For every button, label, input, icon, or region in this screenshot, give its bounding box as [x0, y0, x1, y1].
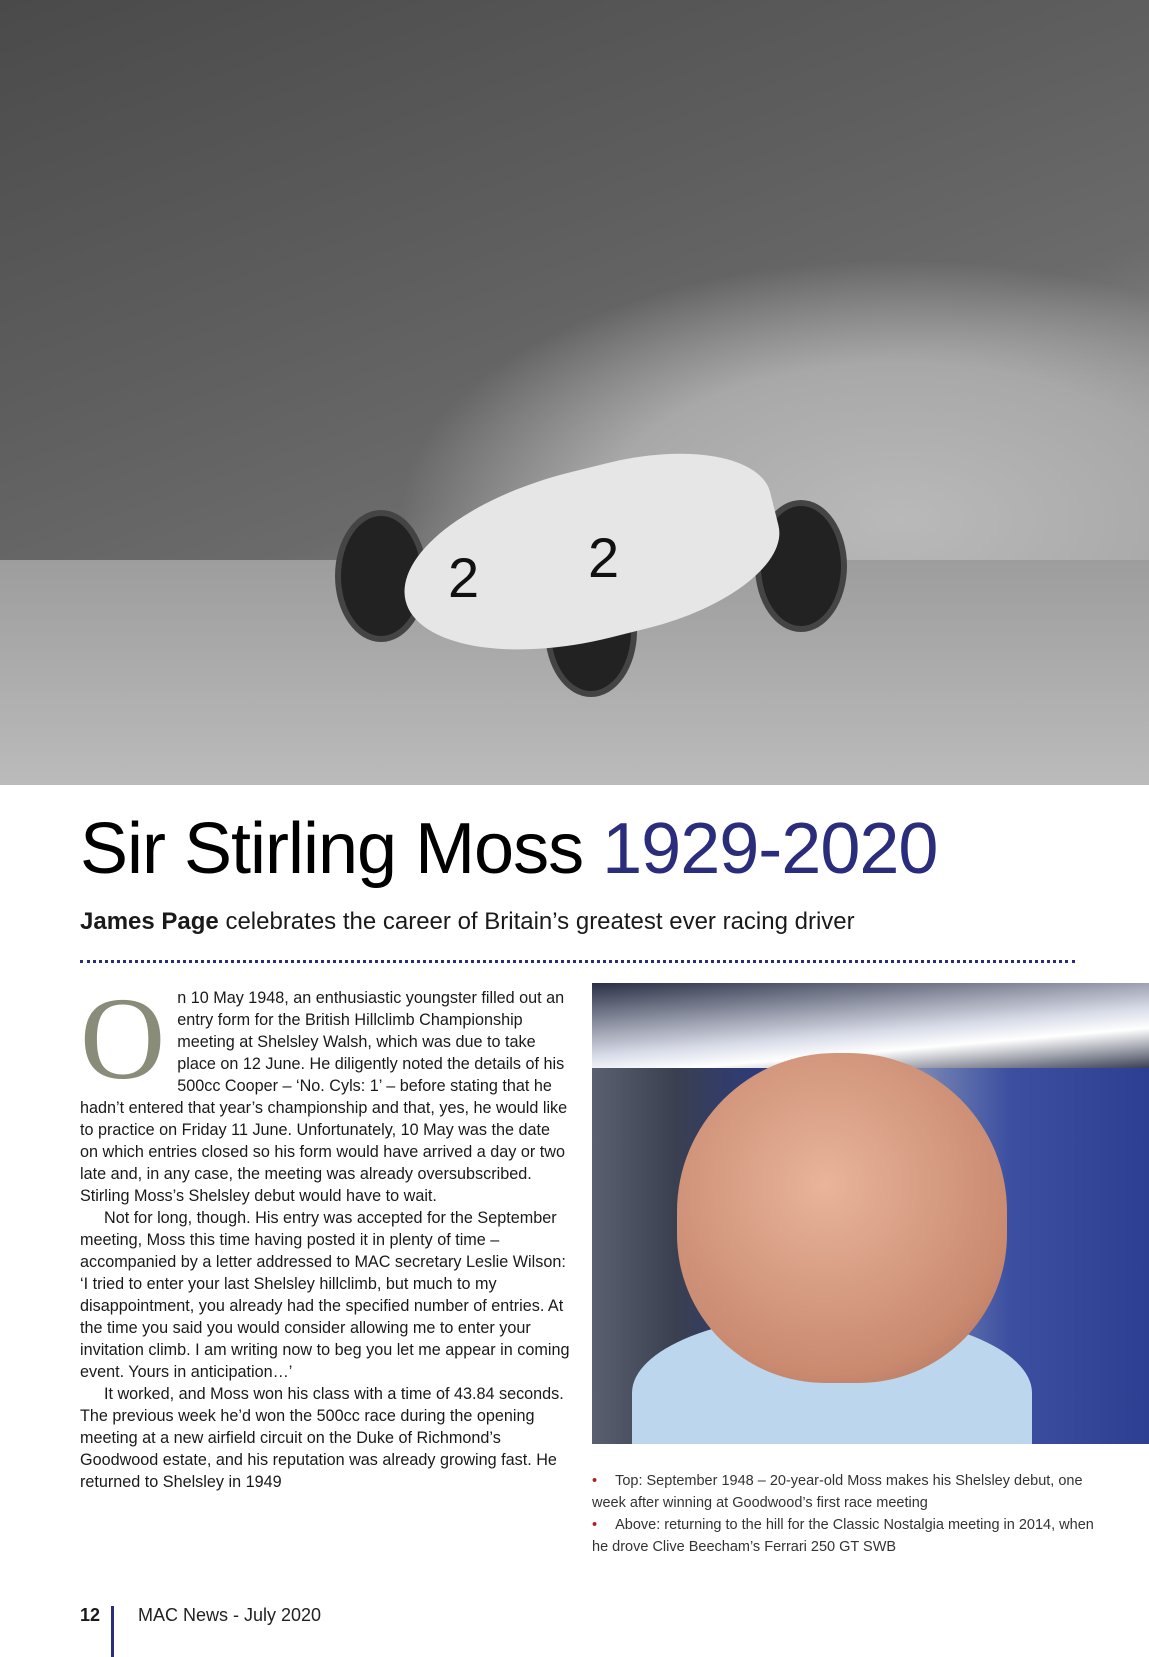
- caption-text: Above: returning to the hill for the Classic Nostalgia meeting in 2014, when he drove Clive Beecham’s Ferrari 250 GT SWB: [592, 1517, 1094, 1555]
- caption-top: [592, 1470, 1112, 1514]
- article-body: [80, 973, 570, 1493]
- caption-above: [592, 1514, 1112, 1558]
- bullet-icon: •: [592, 1473, 598, 1489]
- standfirst: [80, 908, 855, 936]
- paragraph: [80, 973, 570, 1207]
- paragraph: Not for long, though. His entry was accepted for the September meeting, Moss this time having posted it in plenty of time – accompanied by a letter addressed to MAC secretary Leslie Wilson: ‘I tried to enter your last Shelsley hillclimb, but much to my disappointment, you already had the specified number of entries. At the time you said you would consider allowing me to enter your invitation climb. I am writing now to beg you let me appear in coming event. Yours in anticipation…’: [80, 1209, 570, 1381]
- caption-text: Top: September 1948 – 20-year-old Moss makes his Shelsley debut, one week after winning at Goodwood’s first race meeting: [592, 1473, 1083, 1511]
- paragraph: It worked, and Moss won his class with a time of 43.84 seconds. The previous week he’d won the 500cc race during the opening meeting at a new airfield circuit on the Duke of Richmond’s Goodwood estate, and his reputation was already growing fast. He returned to Shelsley in 1949: [80, 1385, 564, 1491]
- publication-name: MAC News - July 2020: [138, 1605, 322, 1625]
- page-title: [80, 808, 937, 890]
- title-name: Sir Stirling Moss: [80, 809, 584, 889]
- footer-divider: [111, 1606, 114, 1657]
- photo-captions: [592, 1470, 1112, 1558]
- dotted-divider: [80, 960, 1075, 963]
- page-number: 12: [80, 1605, 101, 1625]
- photo-moss-2014: [592, 983, 1149, 1444]
- drop-cap: O: [80, 973, 166, 1104]
- author-name: James Page: [80, 908, 219, 935]
- bullet-icon: •: [592, 1517, 598, 1533]
- car-number: 2: [448, 546, 480, 609]
- paragraph-text: n 10 May 1948, an enthusiastic youngster filled out an entry form for the British Hillclimb Championship meeting at Shelsley Walsh, which was due to take place on 12 June. He diligently noted the details of his 500cc Cooper – ‘No. Cyls: 1’ – before stating that he hadn’t entered that year’s championship and that, yes, he would like to practice on Friday 11 June. Unfortunately, 10 May was the date on which entries closed so his form would have arrived a day or two late and, in any case, the meeting was already oversubscribed. Stirling Moss’s Shelsley debut would have to wait.: [80, 989, 568, 1205]
- car-number: 2: [588, 526, 620, 589]
- title-years: 1929-2020: [602, 809, 938, 889]
- standfirst-text: celebrates the career of Britain’s greatest ever racing driver: [225, 908, 855, 935]
- hero-photo-cooper-shelsley-1948: [0, 0, 1149, 785]
- portrait-head: [677, 1053, 1007, 1383]
